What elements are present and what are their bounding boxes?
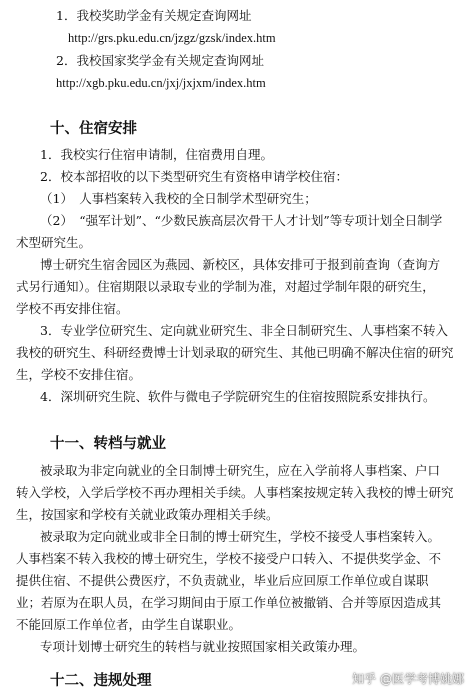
- paragraph-line: 不能回原工作单位者，由学生自谋职业。: [16, 617, 242, 632]
- paragraph-line: 式另行通知）。住宿期限以录取专业的学制为准，对超过学制年限的研究生，: [16, 279, 435, 294]
- zhihu-watermark: 知乎 @医学考博姚娜: [352, 672, 464, 686]
- paragraph-line: （2） “强军计划”、“少数民族高层次骨干人才计划”等专项计划全日制学: [40, 213, 443, 228]
- paragraph-line: 2．校本部招收的以下类型研究生有资格申请学校住宿：: [40, 169, 348, 184]
- paragraph-line: 3．专业学位研究生、定向就业研究生、非全日制研究生、人事档案不转入: [40, 323, 448, 338]
- national-scholarship-url: http://xgb.pku.edu.cn/jxj/jxjxm/index.htm: [56, 76, 266, 90]
- paragraph-line: 提供住宿、不提供公费医疗，不负责就业，毕业后应回原工作单位或自谋职: [16, 573, 429, 588]
- section-heading-violations: 十二、违规处理: [50, 673, 152, 689]
- paragraph-line: 术型研究生。: [16, 235, 92, 250]
- paragraph-line: 生，学校不安排住宿。: [16, 367, 142, 382]
- paragraph-line: 生，按国家和学校有关就业政策办理相关手续。: [16, 507, 279, 522]
- paragraph-line: 专项计划博士研究生的转档与就业按照国家相关政策办理。: [40, 639, 366, 654]
- paragraph-line: 转入学校，入学后学校不再办理相关手续。人事档案按规定转入我校的博士研究: [16, 485, 454, 500]
- paragraph-line: 我校的研究生、科研经费博士计划录取的研究生、其他已明确不解决住宿的研究: [16, 345, 454, 360]
- paragraph-line: 被录取为非定向就业的全日制博士研究生，应在入学前将人事档案、户口: [40, 463, 441, 478]
- paragraph-line: 业；若原为在职人员，在学习期间由于原工作单位被撤销、合并等原因造成其: [16, 595, 442, 610]
- paragraph-line: （1） 人事档案转入我校的全日制学术型研究生；: [40, 191, 317, 206]
- paragraph-line: 学校不再安排住宿。: [16, 301, 129, 316]
- section-heading-transfer-employment: 十一、转档与就业: [50, 436, 166, 452]
- scholarship-url: http://grs.pku.edu.cn/jzgz/gzsk/index.htm: [68, 31, 276, 45]
- paragraph-line: 被录取为定向就业或非全日制的博士研究生，学校不接受人事档案转入。: [40, 529, 441, 544]
- paragraph-line: 人事档案不转入我校的博士研究生，学校不接受户口转入、不提供奖学金、不: [16, 551, 442, 566]
- paragraph-line: 4．深圳研究生院、软件与微电子学院研究生的住宿按照院系安排执行。: [40, 389, 436, 404]
- paragraph-line: 1．我校实行住宿申请制，住宿费用自理。: [40, 147, 273, 162]
- section-heading-housing: 十、住宿安排: [50, 121, 137, 137]
- list-item-national-scholarship-query: 2．我校国家奖学金有关规定查询网址: [56, 53, 264, 68]
- list-item-scholarship-query: 1．我校奖助学金有关规定查询网址: [56, 8, 252, 23]
- paragraph-line: 博士研究生宿舍园区为燕园、新校区，具体安排可于报到前查询（查询方: [40, 257, 441, 272]
